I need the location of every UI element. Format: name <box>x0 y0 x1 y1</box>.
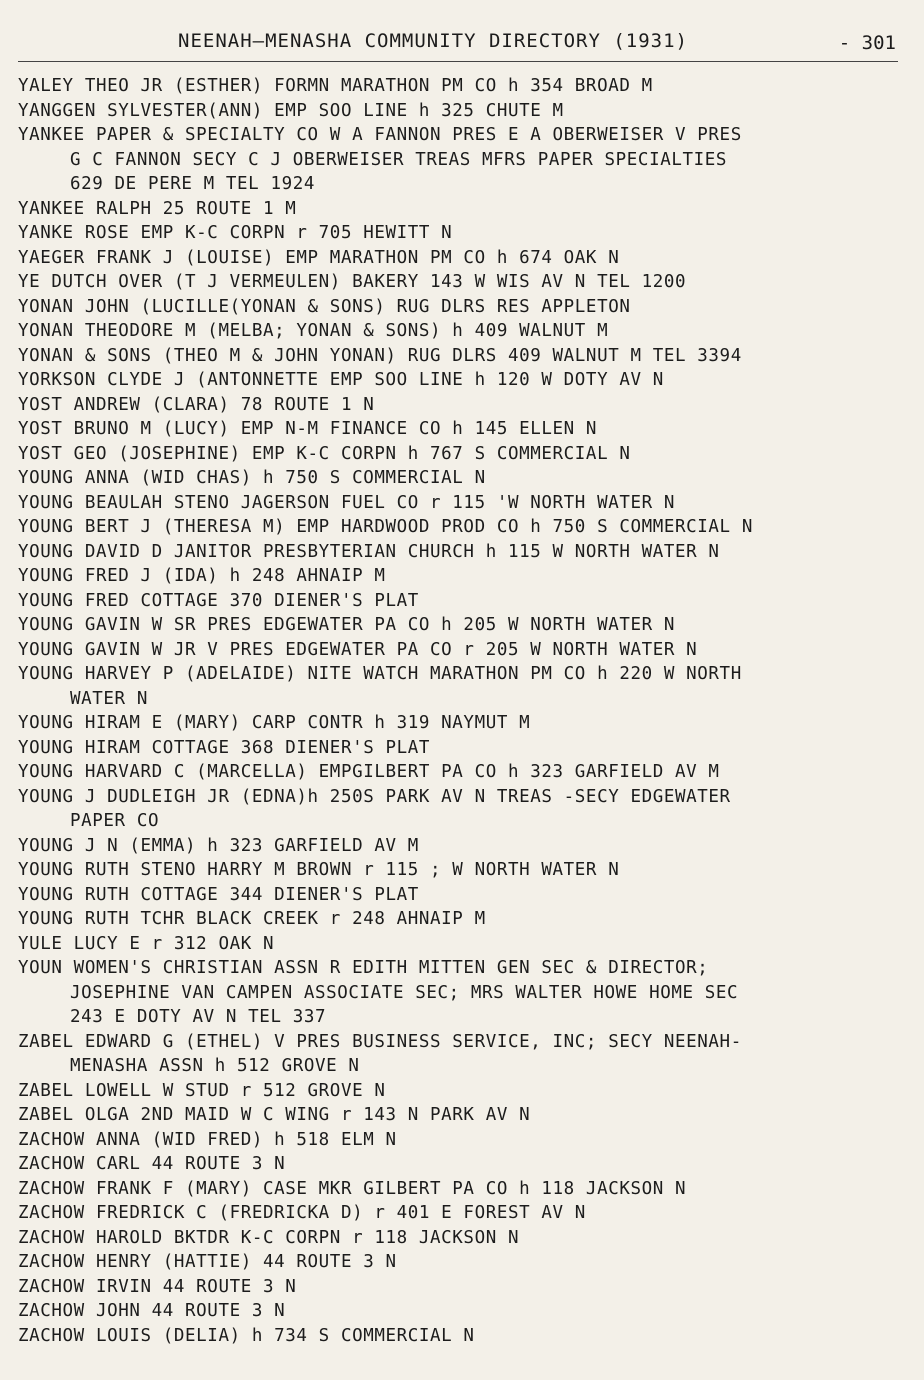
entry-line: YOUNG GAVIN W SR PRES EDGEWATER PA CO h 205 W NORTH WATER N <box>18 615 676 635</box>
entry-line: ZACHOW CARL 44 ROUTE 3 N <box>18 1154 286 1174</box>
directory-entry <box>18 932 904 957</box>
page-number: - 301 <box>838 32 896 54</box>
directory-entry <box>18 270 904 295</box>
directory-entry <box>18 74 904 99</box>
entry-line: YOUNG FRED COTTAGE 370 DIENER'S PLAT <box>18 590 419 611</box>
entry-line: YANKEE RALPH 25 ROUTE 1 M <box>18 198 297 219</box>
directory-entry <box>18 785 904 834</box>
directory-entry <box>18 368 904 393</box>
directory-entry <box>18 1250 904 1275</box>
directory-entry <box>18 515 904 540</box>
directory-entry <box>18 834 904 859</box>
entry-continuation-line: 243 E DOTY AV N TEL 337 <box>70 1007 327 1027</box>
entry-line: YOUNG HARVARD C (MARCELLA) EMPGILBERT PA CO h 323 GARFIELD AV M <box>18 762 720 782</box>
directory-entry <box>18 662 904 711</box>
entry-line: YOUNG DAVID D JANITOR PRESBYTERIAN CHURCH h 115 W NORTH WATER N <box>18 541 720 562</box>
directory-entry <box>18 393 904 418</box>
directory-entry <box>18 858 904 883</box>
directory-entry <box>18 907 904 932</box>
entry-line: YOUNG RUTH TCHR BLACK CREEK r 248 AHNAIP M <box>18 909 486 929</box>
entry-line: YOUNG RUTH STENO HARRY M BROWN r 115 ; W NORTH WATER N <box>18 860 620 880</box>
directory-entry <box>18 221 904 246</box>
entry-line: YOUNG ANNA (WID CHAS) h 750 S COMMERCIAL N <box>18 468 486 488</box>
entry-line: YOST GEO (JOSEPHINE) EMP K-C CORPN h 767 S COMMERCIAL N <box>18 443 631 464</box>
entry-line: ZACHOW IRVIN 44 ROUTE 3 N <box>18 1276 297 1297</box>
directory-entry <box>18 1152 904 1177</box>
entry-line: ZACHOW HAROLD BKTDR K-C CORPN r 118 JACKSON N <box>18 1227 520 1248</box>
entry-continuation-line: JOSEPHINE VAN CAMPEN ASSOCIATE SEC; MRS WALTER HOWE HOME SEC <box>70 982 739 1003</box>
directory-entry <box>18 295 904 320</box>
entry-line: YANGGEN SYLVESTER(ANN) EMP SOO LINE h 325 CHUTE M <box>18 100 564 121</box>
entry-line: YE DUTCH OVER (T J VERMEULEN) BAKERY 143 W WIS AV N TEL 1200 <box>18 272 687 292</box>
directory-entry <box>18 1103 904 1128</box>
entry-line: YALEY THEO JR (ESTHER) FORMN MARATHON PM CO h 354 BROAD M <box>18 76 653 96</box>
entry-line: YONAN THEODORE M (MELBA; YONAN & SONS) h 409 WALNUT M <box>18 321 609 341</box>
entry-continuation-line: G C FANNON SECY C J OBERWEISER TREAS MFRS PAPER SPECIALTIES <box>70 149 728 170</box>
entry-line: ZABEL LOWELL W STUD r 512 GROVE N <box>18 1080 386 1101</box>
entry-line: YOUNG BEAULAH STENO JAGERSON FUEL CO r 115 'W NORTH WATER N <box>18 492 676 513</box>
directory-entry <box>18 344 904 369</box>
directory-entry <box>18 638 904 663</box>
entry-line: YOUNG RUTH COTTAGE 344 DIENER'S PLAT <box>18 884 419 905</box>
directory-entry <box>18 1079 904 1104</box>
directory-entry <box>18 442 904 467</box>
directory-entry <box>18 540 904 565</box>
directory-entry <box>18 417 904 442</box>
directory-entry <box>18 564 904 589</box>
entry-line: ZABEL OLGA 2ND MAID W C WING r 143 N PARK AV N <box>18 1105 531 1125</box>
directory-entry <box>18 1201 904 1226</box>
directory-entry <box>18 246 904 271</box>
entry-line: ZABEL EDWARD G (ETHEL) V PRES BUSINESS SERVICE, INC; SECY NEENAH- <box>18 1031 742 1052</box>
directory-entry <box>18 1030 904 1079</box>
directory-entries <box>18 74 904 1348</box>
entry-line: ZACHOW JOHN 44 ROUTE 3 N <box>18 1301 286 1321</box>
entry-line: ZACHOW FREDRICK C (FREDRICKA D) r 401 E FOREST AV N <box>18 1203 586 1223</box>
entry-continuation-line: 629 DE PERE M TEL 1924 <box>70 174 315 194</box>
directory-entry <box>18 1324 904 1349</box>
entry-line: YOUNG BERT J (THERESA M) EMP HARDWOOD PROD CO h 750 S COMMERCIAL N <box>18 517 753 537</box>
directory-entry <box>18 736 904 761</box>
directory-entry <box>18 197 904 222</box>
entry-line: YONAN & SONS (THEO M & JOHN YONAN) RUG DLRS 409 WALNUT M TEL 3394 <box>18 345 742 366</box>
entry-line: YOUNG HIRAM E (MARY) CARP CONTR h 319 NAYMUT M <box>18 713 531 733</box>
entry-line: YOUNG J N (EMMA) h 323 GARFIELD AV M <box>18 835 419 856</box>
directory-entry <box>18 1128 904 1153</box>
directory-entry <box>18 1299 904 1324</box>
entry-line: YONAN JOHN (LUCILLE(YONAN & SONS) RUG DLRS RES APPLETON <box>18 296 631 317</box>
entry-continuation-line: MENASHA ASSN h 512 GROVE N <box>70 1056 360 1076</box>
directory-entry <box>18 711 904 736</box>
entry-line: ZACHOW LOUIS (DELIA) h 734 S COMMERCIAL N <box>18 1325 475 1346</box>
entry-line: YANKEE PAPER & SPECIALTY CO W A FANNON PRES E A OBERWEISER V PRES <box>18 125 742 145</box>
entry-line: YOUNG FRED J (IDA) h 248 AHNAIP M <box>18 566 386 586</box>
directory-entry <box>18 883 904 908</box>
entry-line: YOST ANDREW (CLARA) 78 ROUTE 1 N <box>18 394 375 415</box>
directory-entry <box>18 956 904 1030</box>
entry-line: YOST BRUNO M (LUCY) EMP N-M FINANCE CO h 145 ELLEN N <box>18 419 598 439</box>
directory-entry <box>18 1226 904 1251</box>
entry-line: YORKSON CLYDE J (ANTONNETTE EMP SOO LINE h 120 W DOTY AV N <box>18 370 664 390</box>
directory-entry <box>18 589 904 614</box>
directory-entry <box>18 760 904 785</box>
entry-line: YOUN WOMEN'S CHRISTIAN ASSN R EDITH MITTEN GEN SEC & DIRECTOR; <box>18 958 709 978</box>
header-rule <box>18 61 898 62</box>
entry-line: ZACHOW FRANK F (MARY) CASE MKR GILBERT PA CO h 118 JACKSON N <box>18 1178 687 1199</box>
page-header <box>0 0 924 62</box>
directory-entry <box>18 99 904 124</box>
entry-line: YULE LUCY E r 312 OAK N <box>18 933 275 954</box>
entry-line: YOUNG HARVEY P (ADELAIDE) NITE WATCH MARATHON PM CO h 220 W NORTH <box>18 664 742 684</box>
directory-entry <box>18 466 904 491</box>
entry-line: YOUNG HIRAM COTTAGE 368 DIENER'S PLAT <box>18 737 431 758</box>
entry-continuation-line: PAPER CO <box>70 811 160 831</box>
entry-line: YOUNG GAVIN W JR V PRES EDGEWATER PA CO r 205 W NORTH WATER N <box>18 639 698 660</box>
entry-continuation-line: WATER N <box>70 688 148 709</box>
directory-entry <box>18 613 904 638</box>
entry-line: YOUNG J DUDLEIGH JR (EDNA)h 250S PARK AV N TREAS -SECY EDGEWATER <box>18 786 731 807</box>
directory-entry <box>18 1177 904 1202</box>
entry-line: YANKE ROSE EMP K-C CORPN r 705 HEWITT N <box>18 223 453 243</box>
entry-line: ZACHOW ANNA (WID FRED) h 518 ELM N <box>18 1129 397 1150</box>
directory-entry <box>18 123 904 197</box>
directory-entry <box>18 491 904 516</box>
directory-title: NEENAH—MENASHA COMMUNITY DIRECTORY (1931) <box>178 30 688 52</box>
entry-line: ZACHOW HENRY (HATTIE) 44 ROUTE 3 N <box>18 1252 397 1272</box>
directory-entry <box>18 319 904 344</box>
entry-line: YAEGER FRANK J (LOUISE) EMP MARATHON PM CO h 674 OAK N <box>18 247 620 268</box>
directory-entry <box>18 1275 904 1300</box>
